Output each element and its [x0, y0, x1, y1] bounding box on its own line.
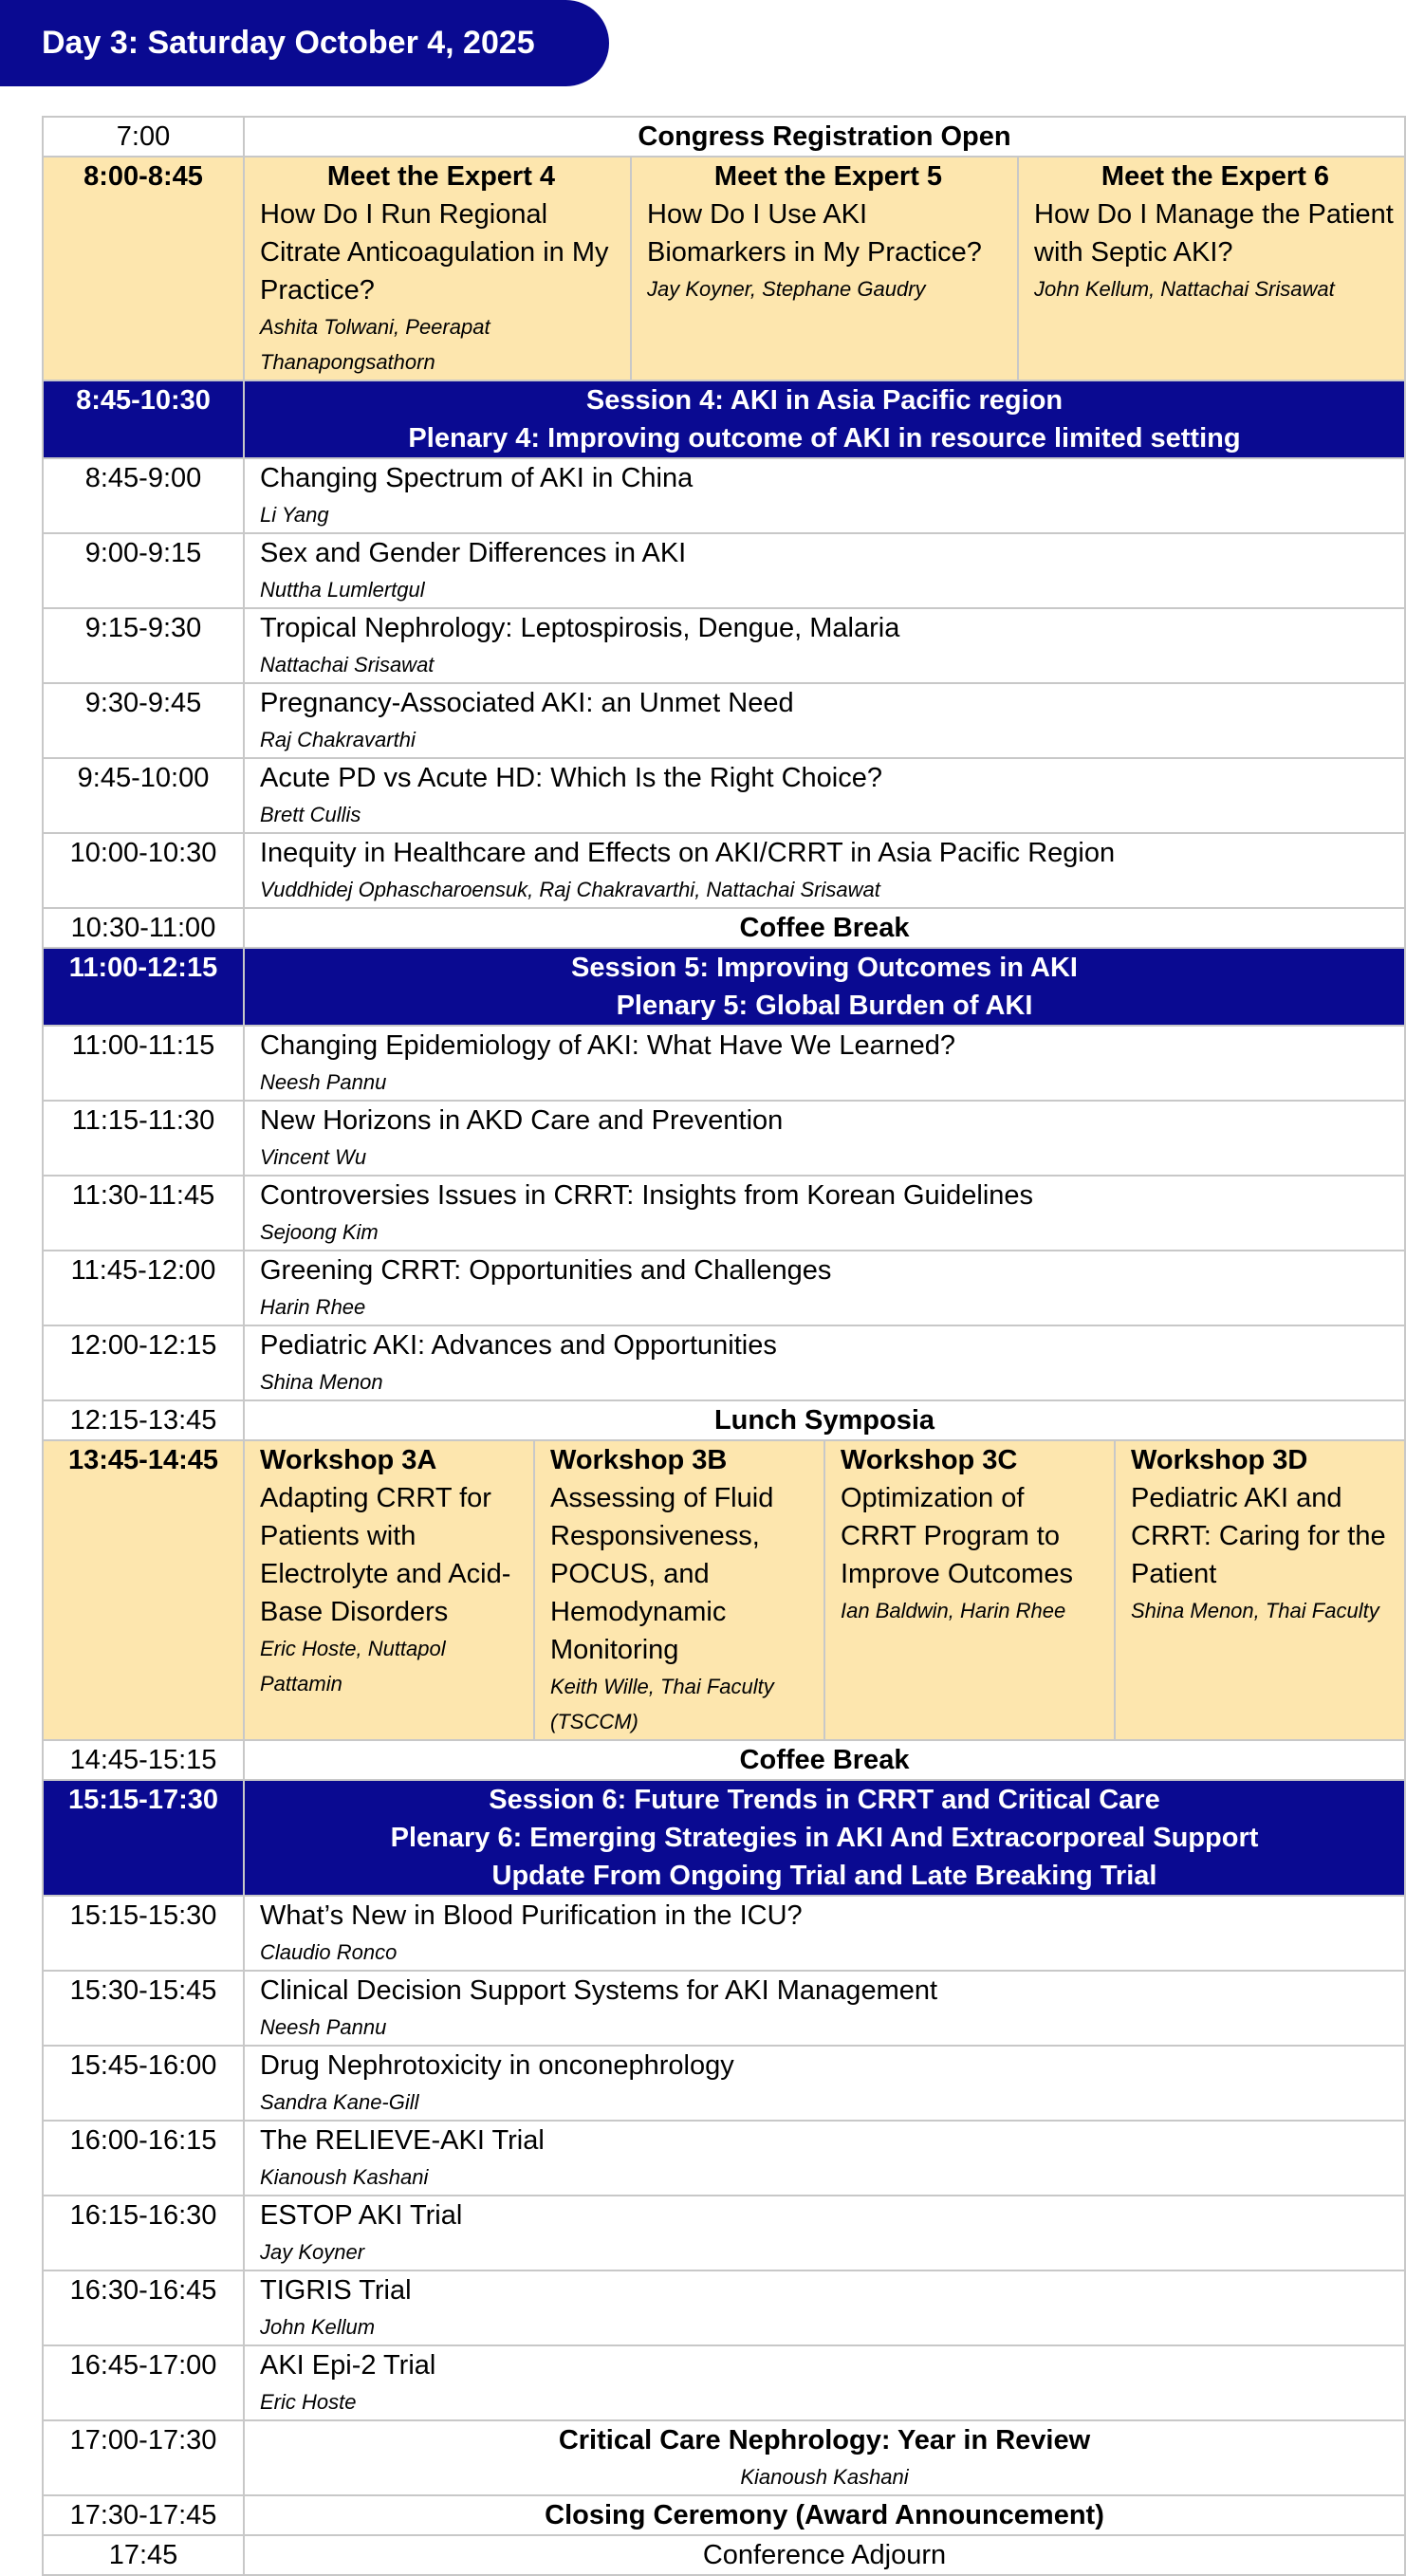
talk-title: Drug Nephrotoxicity in onconephrology	[260, 2050, 734, 2081]
talk-speaker: John Kellum	[260, 2315, 376, 2339]
talk-cell	[244, 2121, 1405, 2196]
time-cell: 12:15-13:45	[43, 1400, 244, 1440]
coffee-break	[43, 908, 1405, 948]
closing-ceremony-title: Closing Ceremony (Award Announcement)	[244, 2495, 1405, 2535]
time-cell: 15:15-15:30	[43, 1896, 244, 1971]
talk-title: Changing Spectrum of AKI in China	[260, 463, 694, 493]
workshop-speakers: Ian Baldwin, Harin Rhee	[841, 1599, 1066, 1622]
year-in-review-cell	[244, 2420, 1405, 2495]
time-cell: 15:30-15:45	[43, 1971, 244, 2046]
talk-row	[43, 1026, 1405, 1101]
talk-row	[43, 1176, 1405, 1251]
time-cell: 8:45-9:00	[43, 458, 244, 533]
time-cell: 11:30-11:45	[43, 1176, 244, 1251]
talk-speaker: Eric Hoste	[260, 2390, 357, 2414]
talk-title: Controversies Issues in CRRT: Insights from Korean Guidelines	[260, 1180, 1034, 1211]
time-cell: 11:00-12:15	[43, 948, 244, 1026]
talk-title: Sex and Gender Differences in AKI	[260, 538, 687, 568]
lunch-symposia-title: Lunch Symposia	[244, 1400, 1405, 1440]
meet-the-expert-row	[43, 157, 1405, 380]
time-cell: 16:45-17:00	[43, 2345, 244, 2420]
talk-title: Tropical Nephrology: Leptospirosis, Dengue, Malaria	[260, 613, 900, 643]
talk-title: AKI Epi-2 Trial	[260, 2350, 436, 2381]
session-header-line: Session 4: AKI in Asia Pacific region	[585, 385, 1064, 416]
talk-title: What’s New in Blood Purification in the ICU?	[260, 1900, 803, 1931]
talk-title: Pregnancy-Associated AKI: an Unmet Need	[260, 688, 794, 718]
workshop-cell	[534, 1440, 824, 1740]
year-in-review-title: Critical Care Nephrology: Year in Review	[558, 2425, 1091, 2456]
coffee-break-title: Coffee Break	[244, 908, 1405, 948]
talk-row	[43, 608, 1405, 683]
talk-row	[43, 1325, 1405, 1400]
meet-the-expert-topic: How Do I Use AKI Biomarkers in My Practice?	[647, 199, 982, 268]
talk-row	[43, 1101, 1405, 1176]
closing-ceremony	[43, 2495, 1405, 2535]
talk-row	[43, 2196, 1405, 2270]
talk-speaker: Vincent Wu	[260, 1145, 367, 1169]
time-cell: 8:45-10:30	[43, 380, 244, 458]
time-cell: 17:00-17:30	[43, 2420, 244, 2495]
talk-cell	[244, 1026, 1405, 1101]
talk-cell	[244, 458, 1405, 533]
workshop-topic: Adapting CRRT for Patients with Electrolyte and Acid-Base Disorders	[260, 1483, 511, 1627]
coffee-break-title: Coffee Break	[244, 1740, 1405, 1780]
talk-row	[43, 533, 1405, 608]
session-header-row	[43, 1780, 1405, 1896]
time-cell: 12:00-12:15	[43, 1325, 244, 1400]
meet-the-expert-heading: Meet the Expert 4	[326, 161, 556, 192]
time-cell: 16:30-16:45	[43, 2270, 244, 2345]
registration-row	[43, 117, 1405, 157]
meet-the-expert-topic: How Do I Run Regional Citrate Anticoagulation in My Practice?	[260, 199, 609, 306]
time-cell: 11:15-11:30	[43, 1101, 244, 1176]
talk-cell	[244, 1176, 1405, 1251]
talk-row	[43, 2345, 1405, 2420]
talk-cell	[244, 1971, 1405, 2046]
session-header-line: Session 6: Future Trends in CRRT and Critical Care	[489, 1785, 1160, 1815]
time-cell: 9:15-9:30	[43, 608, 244, 683]
talk-cell	[244, 2345, 1405, 2420]
talk-title: Acute PD vs Acute HD: Which Is the Right Choice?	[260, 763, 882, 793]
time-cell: 9:00-9:15	[43, 533, 244, 608]
workshop-cell	[244, 1440, 534, 1740]
time-cell: 7:00	[43, 117, 244, 157]
talk-title: Pediatric AKI: Advances and Opportunities	[260, 1330, 777, 1361]
talk-speaker: Li Yang	[260, 503, 329, 527]
workshop-cell	[824, 1440, 1115, 1740]
talk-cell	[244, 608, 1405, 683]
talk-cell	[244, 2270, 1405, 2345]
talk-row	[43, 1251, 1405, 1325]
talk-row	[43, 758, 1405, 833]
session-header	[244, 1780, 1405, 1896]
workshop-heading: Workshop 3D	[1131, 1445, 1308, 1475]
session-header-row	[43, 380, 1405, 458]
talk-speaker: Brett Cullis	[260, 803, 361, 826]
time-cell: 13:45-14:45	[43, 1440, 244, 1740]
talk-speaker: Vuddhidej Ophascharoensuk, Raj Chakravarthi, Nattachai Srisawat	[260, 878, 880, 901]
talk-row	[43, 1896, 1405, 1971]
time-cell: 16:15-16:30	[43, 2196, 244, 2270]
talk-cell	[244, 2196, 1405, 2270]
workshop-heading: Workshop 3A	[260, 1445, 437, 1475]
session-header-line: Plenary 6: Emerging Strategies in AKI And Extracorporeal Support	[390, 1823, 1259, 1853]
meet-the-expert-cell	[1018, 157, 1405, 380]
talk-speaker: Neesh Pannu	[260, 2015, 387, 2039]
time-cell: 14:45-15:15	[43, 1740, 244, 1780]
talk-row	[43, 458, 1405, 533]
conference-adjourn-title: Conference Adjourn	[244, 2535, 1405, 2575]
workshop-heading: Workshop 3C	[841, 1445, 1018, 1475]
coffee-break	[43, 1740, 1405, 1780]
session-header-row	[43, 948, 1405, 1026]
meet-the-expert-topic: How Do I Manage the Patient with Septic AKI?	[1034, 199, 1394, 268]
talk-row	[43, 683, 1405, 758]
talk-speaker: Sandra Kane-Gill	[260, 2090, 419, 2114]
year-in-review-row	[43, 2420, 1405, 2495]
talk-cell	[244, 1101, 1405, 1176]
talk-speaker: Raj Chakravarthi	[260, 728, 416, 751]
session-header	[244, 948, 1405, 1026]
talk-cell	[244, 533, 1405, 608]
talk-speaker: Claudio Ronco	[260, 1940, 398, 1964]
talk-cell	[244, 683, 1405, 758]
talk-row	[43, 1971, 1405, 2046]
talk-title: New Horizons in AKD Care and Prevention	[260, 1105, 784, 1136]
talk-title: Greening CRRT: Opportunities and Challenges	[260, 1255, 832, 1286]
registration-title: Congress Registration Open	[244, 117, 1405, 157]
talk-cell	[244, 758, 1405, 833]
talk-title: ESTOP AKI Trial	[260, 2200, 463, 2231]
talk-title: Clinical Decision Support Systems for AKI Management	[260, 1975, 938, 2006]
meet-the-expert-speakers: Ashita Tolwani, Peerapat Thanapongsathorn	[260, 315, 490, 374]
time-cell: 11:45-12:00	[43, 1251, 244, 1325]
workshop-speakers: Eric Hoste, Nuttapol Pattamin	[260, 1637, 446, 1696]
year-in-review-speaker: Kianoush Kashani	[740, 2465, 909, 2489]
time-cell: 8:00-8:45	[43, 157, 244, 380]
talk-cell	[244, 1251, 1405, 1325]
workshop-speakers: Keith Wille, Thai Faculty (TSCCM)	[550, 1675, 774, 1733]
time-cell: 17:45	[43, 2535, 244, 2575]
meet-the-expert-cell	[244, 157, 631, 380]
talk-row	[43, 2046, 1405, 2121]
workshop-topic: Optimization of CRRT Program to Improve Outcomes	[841, 1483, 1073, 1589]
talk-speaker: Nuttha Lumlertgul	[260, 578, 425, 602]
time-cell: 9:30-9:45	[43, 683, 244, 758]
workshop-cell	[1115, 1440, 1405, 1740]
session-header-line: Session 5: Improving Outcomes in AKI	[571, 953, 1078, 983]
talk-row	[43, 833, 1405, 908]
talk-title: The RELIEVE-AKI Trial	[260, 2125, 545, 2156]
session-header-line: Update From Ongoing Trial and Late Breaking Trial	[491, 1861, 1157, 1891]
talk-row	[43, 2121, 1405, 2196]
time-cell: 15:15-17:30	[43, 1780, 244, 1896]
talk-cell	[244, 2046, 1405, 2121]
talk-cell	[244, 1325, 1405, 1400]
talk-speaker: Sejoong Kim	[260, 1220, 379, 1244]
day-title: Day 3: Saturday October 4, 2025	[42, 25, 535, 61]
talk-cell	[244, 833, 1405, 908]
talk-speaker: Neesh Pannu	[260, 1070, 387, 1094]
workshop-topic: Pediatric AKI and CRRT: Caring for the Patient	[1131, 1483, 1386, 1589]
talk-speaker: Shina Menon	[260, 1370, 383, 1394]
meet-the-expert-heading: Meet the Expert 6	[1101, 161, 1330, 192]
talk-speaker: Nattachai Srisawat	[260, 653, 435, 676]
talk-title: Inequity in Healthcare and Effects on AKI/CRRT in Asia Pacific Region	[260, 838, 1116, 868]
schedule-table	[42, 116, 1406, 2576]
time-cell: 9:45-10:00	[43, 758, 244, 833]
talk-title: Changing Epidemiology of AKI: What Have We Learned?	[260, 1030, 955, 1061]
workshop-speakers: Shina Menon, Thai Faculty	[1131, 1599, 1379, 1622]
meet-the-expert-cell	[631, 157, 1018, 380]
conference-adjourn	[43, 2535, 1405, 2575]
time-cell: 15:45-16:00	[43, 2046, 244, 2121]
workshops-row	[43, 1440, 1405, 1740]
time-cell: 10:00-10:30	[43, 833, 244, 908]
time-cell: 11:00-11:15	[43, 1026, 244, 1101]
talk-speaker: Harin Rhee	[260, 1295, 366, 1319]
talk-speaker: Jay Koyner	[260, 2240, 365, 2264]
meet-the-expert-speakers: Jay Koyner, Stephane Gaudry	[647, 277, 926, 301]
session-header	[244, 380, 1405, 458]
talk-speaker: Kianoush Kashani	[260, 2165, 429, 2189]
session-header-line: Plenary 5: Global Burden of AKI	[616, 991, 1033, 1021]
workshop-topic: Assessing of Fluid Responsiveness, POCUS, and Hemodynamic Monitoring	[550, 1483, 774, 1665]
time-cell: 10:30-11:00	[43, 908, 244, 948]
talk-row	[43, 2270, 1405, 2345]
meet-the-expert-speakers: John Kellum, Nattachai Srisawat	[1034, 277, 1335, 301]
session-header-line: Plenary 4: Improving outcome of AKI in resource limited setting	[408, 423, 1241, 454]
workshop-heading: Workshop 3B	[550, 1445, 728, 1475]
time-cell: 16:00-16:15	[43, 2121, 244, 2196]
day-title-banner	[0, 0, 609, 86]
talk-title: TIGRIS Trial	[260, 2275, 412, 2306]
time-cell: 17:30-17:45	[43, 2495, 244, 2535]
meet-the-expert-heading: Meet the Expert 5	[713, 161, 943, 192]
lunch-symposia	[43, 1400, 1405, 1440]
talk-cell	[244, 1896, 1405, 1971]
